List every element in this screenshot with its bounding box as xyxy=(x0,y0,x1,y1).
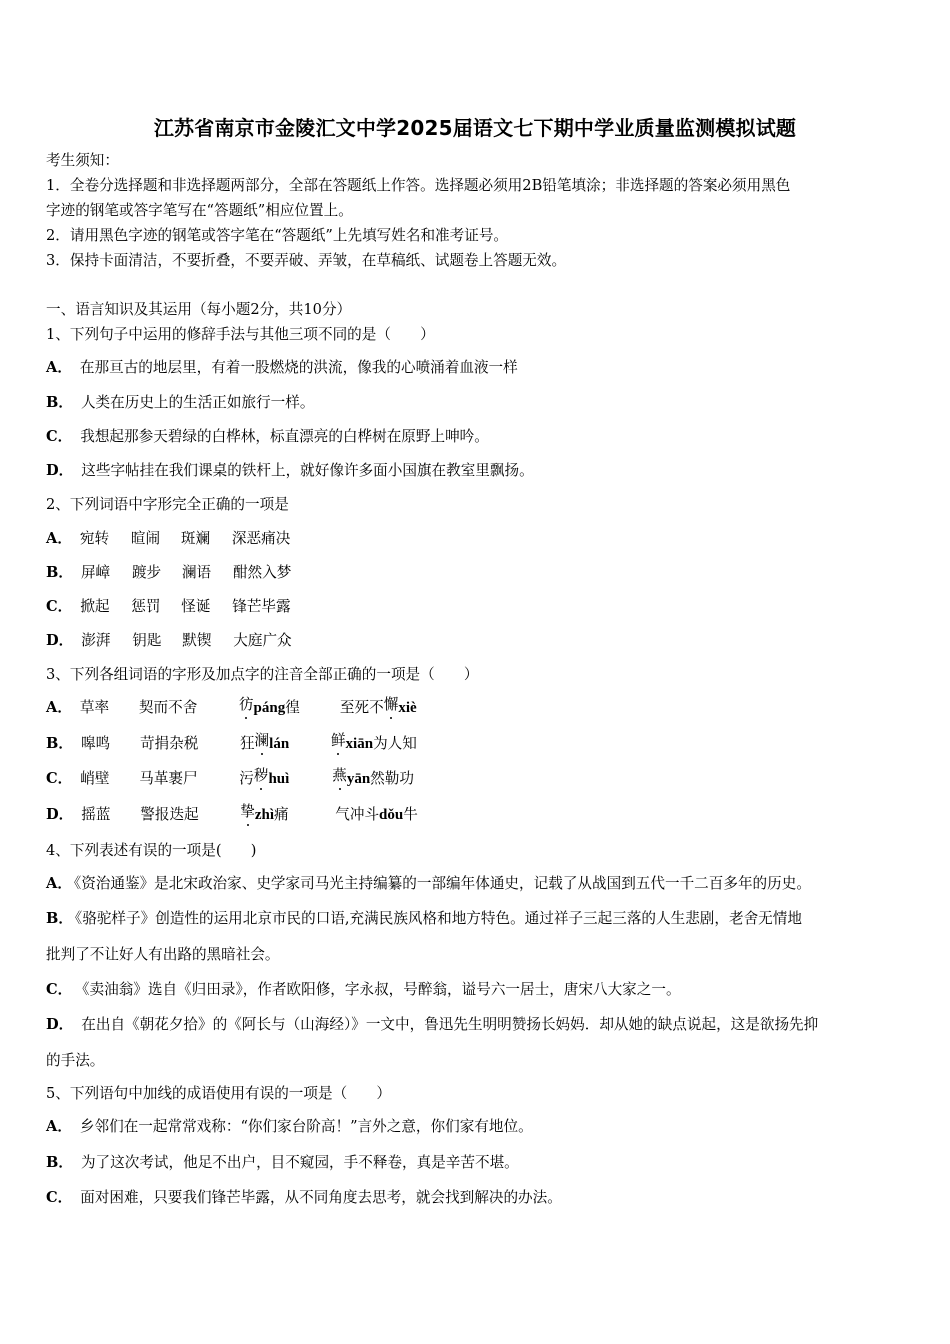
word: 酣然入梦 xyxy=(232,564,292,581)
char: 牛 xyxy=(403,806,418,823)
word: 草率 xyxy=(79,699,110,716)
option-text: 乡邻们在一起常常戏称：“你们家台阶高！”言外之意，你们家有地位。 xyxy=(79,1118,533,1135)
pinyin-word xyxy=(331,734,417,754)
word: 澎湃 xyxy=(81,632,111,649)
word: 钥匙 xyxy=(132,632,162,649)
q5-option-c xyxy=(46,1188,562,1208)
pinyin-word xyxy=(335,805,418,825)
char: 然勒功 xyxy=(370,770,414,787)
option-label: B． xyxy=(46,735,73,752)
option-text: 在出自《朝花夕拾》的《阿长与（山海经）》一文中，鲁迅先生明明赞扬长妈妈．却从她的缺点说起，这是欲扬先抑 xyxy=(81,1016,819,1033)
q1-option-a xyxy=(46,358,518,378)
word: 契而不舍 xyxy=(138,699,198,716)
word: 怪诞 xyxy=(181,598,211,615)
option-label: C． xyxy=(46,981,73,998)
char: 痛 xyxy=(274,806,289,823)
q2-option-b xyxy=(46,563,291,583)
q1-option-c xyxy=(46,427,489,447)
option-label: D． xyxy=(46,462,74,479)
q2-option-c xyxy=(46,597,291,617)
option-text: 面对困难，只要我们锋芒毕露，从不同角度去思考，就会找到解决的办法。 xyxy=(80,1189,562,1206)
pinyin: zhì xyxy=(254,807,275,823)
q4-option-a xyxy=(46,874,811,894)
pinyin: lán xyxy=(269,736,290,752)
dotted-char: 懈 xyxy=(383,696,399,713)
word: 宛转 xyxy=(79,530,110,547)
q4-option-d xyxy=(46,1015,818,1035)
word: 摇蓝 xyxy=(81,806,111,823)
option-label: C． xyxy=(46,428,73,445)
dotted-char: 挚 xyxy=(240,803,255,820)
q1-option-d xyxy=(46,461,534,481)
option-label: C． xyxy=(46,770,73,787)
q4-option-b-cont xyxy=(46,945,280,965)
notice-line-1: 1．全卷分选择题和非选择题两部分，全部在答题纸上作答。选择题必须用2B铅笔填涂；非选择题的答案必须用黑色 xyxy=(46,177,791,194)
word: 屏嶂 xyxy=(80,564,111,581)
char: 徨 xyxy=(285,699,300,716)
q4-option-b xyxy=(46,909,802,929)
q3-option-d xyxy=(46,805,418,825)
option-label: C． xyxy=(46,598,73,615)
dotted-char: 澜 xyxy=(254,732,270,749)
option-text: 《资治通鉴》是北宋政治家、史学家司马光主持编纂的一部编年体通史，记载了从战国到五代一千二百多年的历史。 xyxy=(73,875,811,892)
pinyin: huì xyxy=(268,771,290,787)
char: 污 xyxy=(239,770,254,787)
word: 默锲 xyxy=(182,632,212,649)
option-text: 这些字帖挂在我们课桌的铁杆上，就好像许多面小国旗在教室里飘扬。 xyxy=(81,462,534,479)
option-label: A． xyxy=(46,359,72,376)
q2-option-a xyxy=(46,529,290,549)
q2-option-d xyxy=(46,631,292,651)
char: 为人知 xyxy=(373,735,417,752)
word: 澜语 xyxy=(181,564,212,581)
option-label: B． xyxy=(46,394,73,411)
word: 斑斓 xyxy=(180,530,211,547)
option-label: B． xyxy=(46,1154,73,1171)
dotted-char: 鲜 xyxy=(330,732,346,749)
word: 锋芒毕露 xyxy=(232,598,291,615)
q5-option-a xyxy=(46,1117,533,1137)
word: 马革裹尸 xyxy=(139,770,198,787)
option-label: A． xyxy=(46,1118,72,1135)
word: 苛捐杂税 xyxy=(139,735,199,752)
notice-line-3: 2．请用黑色字迹的钢笔或答字笔在“答题纸”上先填写姓名和准考证号。 xyxy=(46,227,509,244)
pinyin: yān xyxy=(346,771,371,787)
option-label: A． xyxy=(46,530,72,547)
pinyin: dǒu xyxy=(379,807,404,823)
pinyin-word xyxy=(239,769,332,789)
option-text: 《骆驼样子》创造性的运用北京市民的口语,充满民族风格和地方特色。通过祥子三起三落的人生悲剧，老舍无情地 xyxy=(74,910,802,927)
exam-title: 江苏省南京市金陵汇文中学2025届语文七下期中学业质量监测模拟试题 xyxy=(153,116,797,140)
pinyin-word xyxy=(239,698,340,718)
question-3-stem: 3、下列各组词语的字形及加点字的注音全部正确的一项是（ ） xyxy=(46,666,479,683)
notice-line-4: 3．保持卡面清洁，不要折叠，不要弄破、弄皱，在草稿纸、试题卷上答题无效。 xyxy=(46,252,567,269)
pinyin-word xyxy=(240,734,331,754)
q5-option-b xyxy=(46,1153,519,1173)
word: 大庭广众 xyxy=(233,632,292,649)
word: 暄闹 xyxy=(130,530,161,547)
question-2-stem: 2、下列词语中字形完全正确的一项是 xyxy=(46,496,289,513)
q3-option-c xyxy=(46,769,414,789)
pinyin-word xyxy=(240,805,335,825)
q1-option-b xyxy=(46,393,314,413)
option-label: B． xyxy=(46,564,73,581)
pinyin-word xyxy=(332,769,414,789)
option-label: D． xyxy=(46,806,74,823)
option-text: 我想起那参天碧绿的白桦林，标直漂亮的白桦树在原野上呻吟。 xyxy=(80,428,489,445)
word: 嗥鸣 xyxy=(80,735,111,752)
notice-heading: 考生须知： xyxy=(46,152,119,169)
q3-option-a xyxy=(46,698,417,718)
word: 惩罚 xyxy=(131,598,161,615)
option-label: D． xyxy=(46,1016,74,1033)
option-text: 《卖油翁》选自《归田录》，作者欧阳修，字永叔，号醉翁，谥号六一居士，唐宋八大家之一。 xyxy=(82,981,681,998)
option-label: B． xyxy=(46,910,73,927)
pinyin: páng xyxy=(253,700,286,716)
char: 至死不 xyxy=(339,699,384,716)
word: 深恶痛决 xyxy=(231,530,291,547)
section-heading: 一、语言知识及其运用（每小题2分，共10分） xyxy=(46,301,352,318)
q3-option-b xyxy=(46,734,417,754)
pinyin: xiè xyxy=(398,700,417,716)
option-label: C． xyxy=(46,1189,73,1206)
question-4-stem: 4、下列表述有误的一项是( ) xyxy=(46,842,257,859)
option-label: D． xyxy=(46,632,74,649)
word: 掀起 xyxy=(80,598,110,615)
option-text: 批判了不让好人有出路的黑暗社会。 xyxy=(46,946,280,963)
option-text: 的手法。 xyxy=(46,1052,105,1069)
q4-option-d-cont xyxy=(46,1051,104,1071)
option-text: 为了这次考试，他足不出户，目不窥园，手不释卷，真是辛苦不堪。 xyxy=(80,1154,519,1171)
word: 踱步 xyxy=(131,564,162,581)
notice-line-2: 字迹的钢笔或答字笔写在“答题纸”相应位置上。 xyxy=(46,202,353,219)
char: 气冲斗 xyxy=(335,806,380,823)
word: 峭壁 xyxy=(80,770,110,787)
pinyin: xiān xyxy=(345,736,374,752)
q4-option-c xyxy=(46,980,681,1000)
char: 狂 xyxy=(239,735,255,752)
dotted-char: 彷 xyxy=(238,696,254,713)
word: 警报迭起 xyxy=(140,806,199,823)
question-5-stem: 5、下列语句中加线的成语使用有误的一项是（ ） xyxy=(46,1085,391,1102)
question-1-stem: 1、下列句子中运用的修辞手法与其他三项不同的是（ ） xyxy=(46,326,435,343)
dotted-char: 燕 xyxy=(332,767,347,784)
pinyin-word xyxy=(340,698,417,718)
option-text: 在那亘古的地层里，有着一股燃烧的洪流，像我的心喷涌着血液一样 xyxy=(79,359,518,376)
option-text: 人类在历史上的生活正如旅行一样。 xyxy=(80,394,315,411)
option-label: A． xyxy=(46,699,72,716)
dotted-char: 秽 xyxy=(253,767,269,784)
option-label: A． xyxy=(46,875,72,892)
